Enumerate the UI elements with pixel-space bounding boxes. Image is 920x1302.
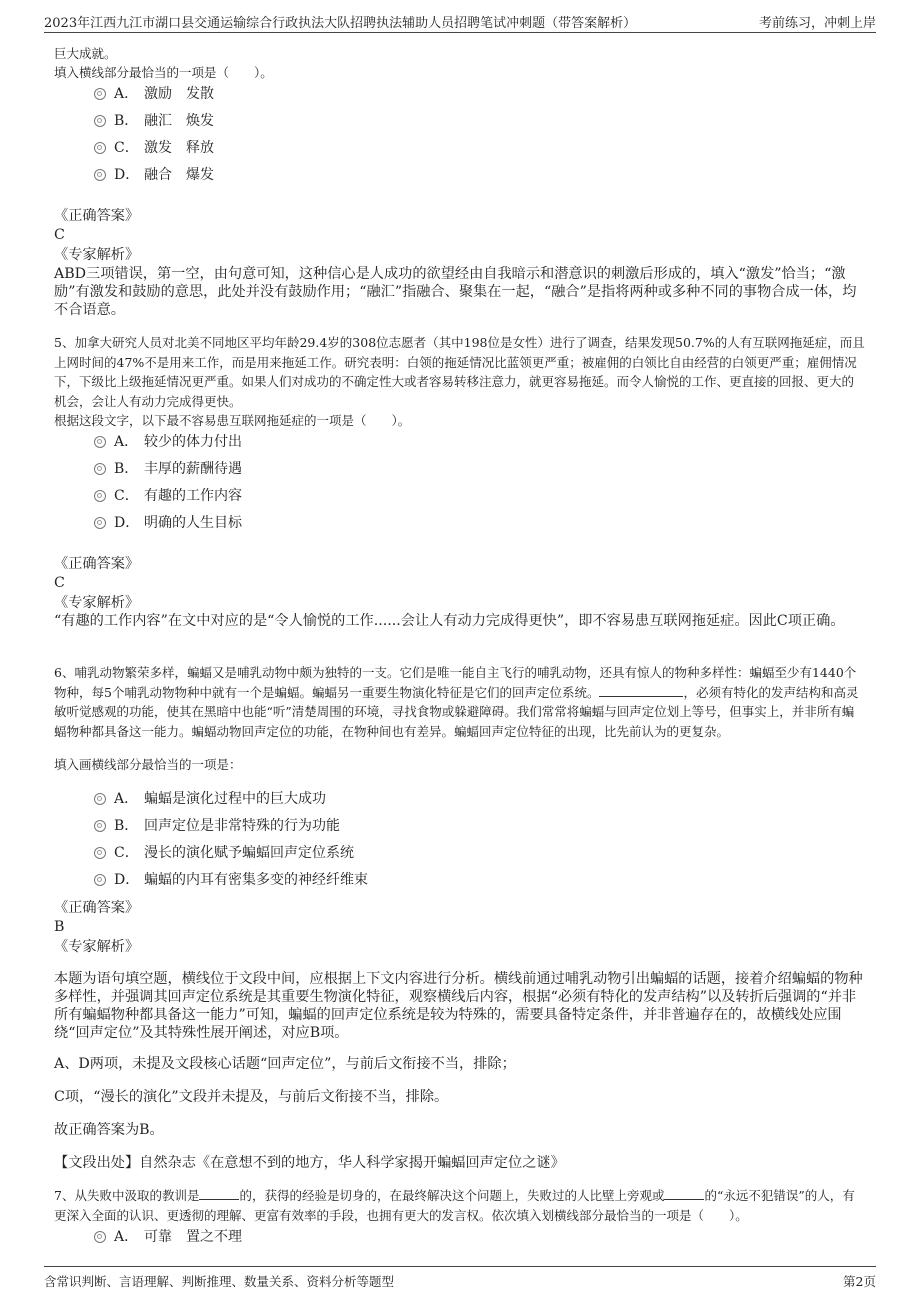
q5-answer-heading: 《正确答案》 (54, 556, 140, 572)
radio-icon[interactable] (94, 88, 106, 100)
q6-stem: 填入画横线部分最恰当的一项是： (54, 757, 242, 772)
option-text: 丰厚的薪酬待遇 (144, 461, 242, 477)
q6-option-c[interactable] (94, 843, 354, 863)
q5-option-b[interactable] (94, 459, 242, 479)
q6-option-b[interactable] (94, 816, 340, 836)
q6-analysis-heading: 《专家解析》 (54, 939, 140, 955)
q5-option-a[interactable] (94, 432, 242, 452)
header-slogan: 考前练习，冲刺上岸 (758, 16, 876, 31)
page-header (44, 10, 876, 33)
option-text: 漫长的演化赋予蝙蝠回声定位系统 (144, 845, 354, 861)
q6-source: 【文段出处】自然杂志《在意想不到的地方，华人科学家揭开蝙蝠回声定位之谜》 (54, 1155, 565, 1171)
option-label: A． (114, 1229, 139, 1245)
q4-analysis-heading: 《专家解析》 (54, 247, 140, 263)
fill-blank (199, 1187, 239, 1200)
option-label: B． (114, 818, 139, 834)
q4-option-b[interactable] (94, 111, 214, 131)
q5-option-d[interactable] (94, 513, 242, 533)
radio-icon[interactable] (94, 142, 106, 154)
option-label: C． (114, 140, 139, 156)
q4-analysis: ABD三项错误，第一空，由句意可知，这种信心是人成功的欲望经由自我暗示和潜意识的刺激后形成的，填入“激发”恰当；“激励”有激发和鼓励的意思，此处并没有鼓励作用；“融汇”指融合、聚集在一起，“融合”是指将两种或多种不同的事物合成一体，均不合语意。 (54, 266, 857, 318)
q4-option-a[interactable] (94, 84, 214, 104)
header-title: 2023年江西九江市湖口县交通运输综合行政执法大队招聘执法辅助人员招聘笔试冲刺题（带答案解析） (44, 16, 637, 31)
radio-icon[interactable] (94, 517, 106, 529)
option-label: C． (114, 488, 139, 504)
q4-option-c[interactable] (94, 138, 214, 158)
option-label: D． (114, 872, 140, 888)
q4-stem: 填入横线部分最恰当的一项是（ ）。 (54, 65, 273, 80)
q7-passage-part-1: 7、从失败中汲取的教训是 (54, 1188, 200, 1203)
option-text: 可靠 置之不理 (144, 1229, 242, 1245)
radio-icon[interactable] (94, 169, 106, 181)
q6-analysis-paragraph-3: C项，“漫长的演化”文段并未提及，与前后文衔接不当，排除。 (54, 1089, 449, 1105)
option-text: 蝙蝠是演化过程中的巨大成功 (144, 791, 326, 807)
option-text: 融汇 焕发 (144, 113, 214, 129)
q4-answer: C (54, 227, 65, 243)
option-label: A． (114, 791, 139, 807)
fill-blank (599, 684, 683, 697)
q6-analysis-paragraph-4: 故正确答案为B。 (54, 1122, 164, 1138)
q5-stem: 根据这段文字，以下最不容易患互联网拖延症的一项是（ ）。 (54, 413, 411, 428)
q6-passage-part-1: 6、哺乳动物繁荣多样，蝙蝠又是哺乳动物中颇为独特的一支。它们是唯一能自主飞行的哺乳动物，还具有惊人的物种多样性：蝙蝠至少有1440个物种，每5个哺乳动物物种中就有一个是蝙蝠。蝙蝠另一重要生物演化特征是它们的回声定位系统。 (54, 665, 857, 700)
radio-icon[interactable] (94, 1231, 106, 1243)
option-text: 激励 发散 (144, 86, 214, 102)
radio-icon[interactable] (94, 793, 106, 805)
q5-option-c[interactable] (94, 486, 242, 506)
q4-option-d[interactable] (94, 165, 214, 185)
q5-passage: 5、加拿大研究人员对北美不同地区平均年龄29.4岁的308位志愿者（其中198位是女性）进行了调查，结果发现50.7%的人有互联网拖延症，而且上网时间的47%不是用来工作，而是用来拖延工作。研究表明：白领的拖延情况比蓝领更严重；被雇佣的白领比自由经营的白领更严重；雇佣情况下，下级比上级拖延情况更严重。如果人们对成功的不确定性大或者容易转移注意力，就更容易拖延。而令人愉悦的工作、更直接的回报、更大的机会，会让人有动力完成得更快。 (54, 335, 865, 409)
radio-icon[interactable] (94, 874, 106, 886)
option-label: A． (114, 86, 139, 102)
radio-icon[interactable] (94, 820, 106, 832)
page-number: 第2页 (843, 1274, 876, 1289)
option-text: 蝙蝠的内耳有密集多变的神经纤维束 (144, 872, 368, 888)
option-label: B． (114, 113, 139, 129)
footer-note: 含常识判断、言语理解、判断推理、数量关系、资料分析等题型 (44, 1274, 395, 1289)
option-label: C． (114, 845, 139, 861)
option-label: A． (114, 434, 139, 450)
q7-passage (54, 1186, 866, 1225)
q6-option-d[interactable] (94, 870, 368, 890)
q4-passage-tail: 巨大成就。 (54, 46, 117, 61)
page-footer (44, 1266, 876, 1293)
radio-icon[interactable] (94, 847, 106, 859)
q6-answer-heading: 《正确答案》 (54, 900, 140, 916)
radio-icon[interactable] (94, 115, 106, 127)
q4-answer-heading: 《正确答案》 (54, 208, 140, 224)
fill-blank (664, 1187, 704, 1200)
q7-passage-part-2: 的，获得的经验是切身的，在最终解决这个问题上，失败过的人比壁上旁观或 (239, 1188, 665, 1203)
q7-option-a[interactable] (94, 1227, 242, 1247)
q6-answer: B (54, 919, 65, 935)
option-text: 融合 爆发 (144, 167, 214, 183)
q7-passage-part-3: 的“永远不犯错误”的人，有更深入全面的认识、更透彻的理解、更富有效率的手段，也拥有更大的发言权。依次填入划横线部分最恰当的一项是（ ）。 (54, 1188, 855, 1223)
q5-analysis: “有趣的工作内容”在文中对应的是“令人愉悦的工作......会让人有动力完成得更快”，即不容易患互联网拖延症。因此C项正确。 (54, 613, 845, 629)
q5-analysis-heading: 《专家解析》 (54, 595, 140, 611)
q6-passage (54, 663, 866, 741)
option-label: D． (114, 515, 140, 531)
q6-option-a[interactable] (94, 789, 326, 809)
option-text: 有趣的工作内容 (144, 488, 242, 504)
option-label: B． (114, 461, 139, 477)
radio-icon[interactable] (94, 490, 106, 502)
option-text: 明确的人生目标 (144, 515, 242, 531)
option-text: 激发 释放 (144, 140, 214, 156)
q6-analysis-paragraph-2: A、D两项，未提及文段核心话题“回声定位”，与前后文衔接不当，排除； (54, 1056, 516, 1072)
radio-icon[interactable] (94, 463, 106, 475)
option-text: 回声定位是非常特殊的行为功能 (144, 818, 340, 834)
q6-analysis-paragraph-1: 本题为语句填空题，横线位于文段中间，应根据上下文内容进行分析。横线前通过哺乳动物引出蝙蝠的话题，接着介绍蝙蝠的物种多样性，并强调其回声定位系统是其重要生物演化特征，观察横线后内容，根据“必须有特化的发声结构”以及转折后强调的“并非所有蝙蝠物种都具备这一能力”可知，蝙蝠的回声定位系统是较为特殊的，需要具备特定条件，并非普遍存在的，故横线处应围绕“回声定位”及其特殊性展开阐述，对应B项。 (54, 971, 863, 1041)
option-label: D． (114, 167, 140, 183)
q5-answer: C (54, 575, 65, 591)
option-text: 较少的体力付出 (144, 434, 242, 450)
q6-passage-part-2: ，必须有特化的发声结构和高灵敏听觉感观的功能，使其在黑暗中也能“听”清楚周围的环境，寻找食物或躲避障碍。我们常常将蝙蝠与回声定位划上等号，但事实上，并非所有蝙蝠物种都具备这一能力。蝙蝠动物回声定位的功能，在物种间也有差异。蝙蝠回声定位特征的出现，比先前认为的更复杂。 (54, 684, 859, 739)
radio-icon[interactable] (94, 436, 106, 448)
